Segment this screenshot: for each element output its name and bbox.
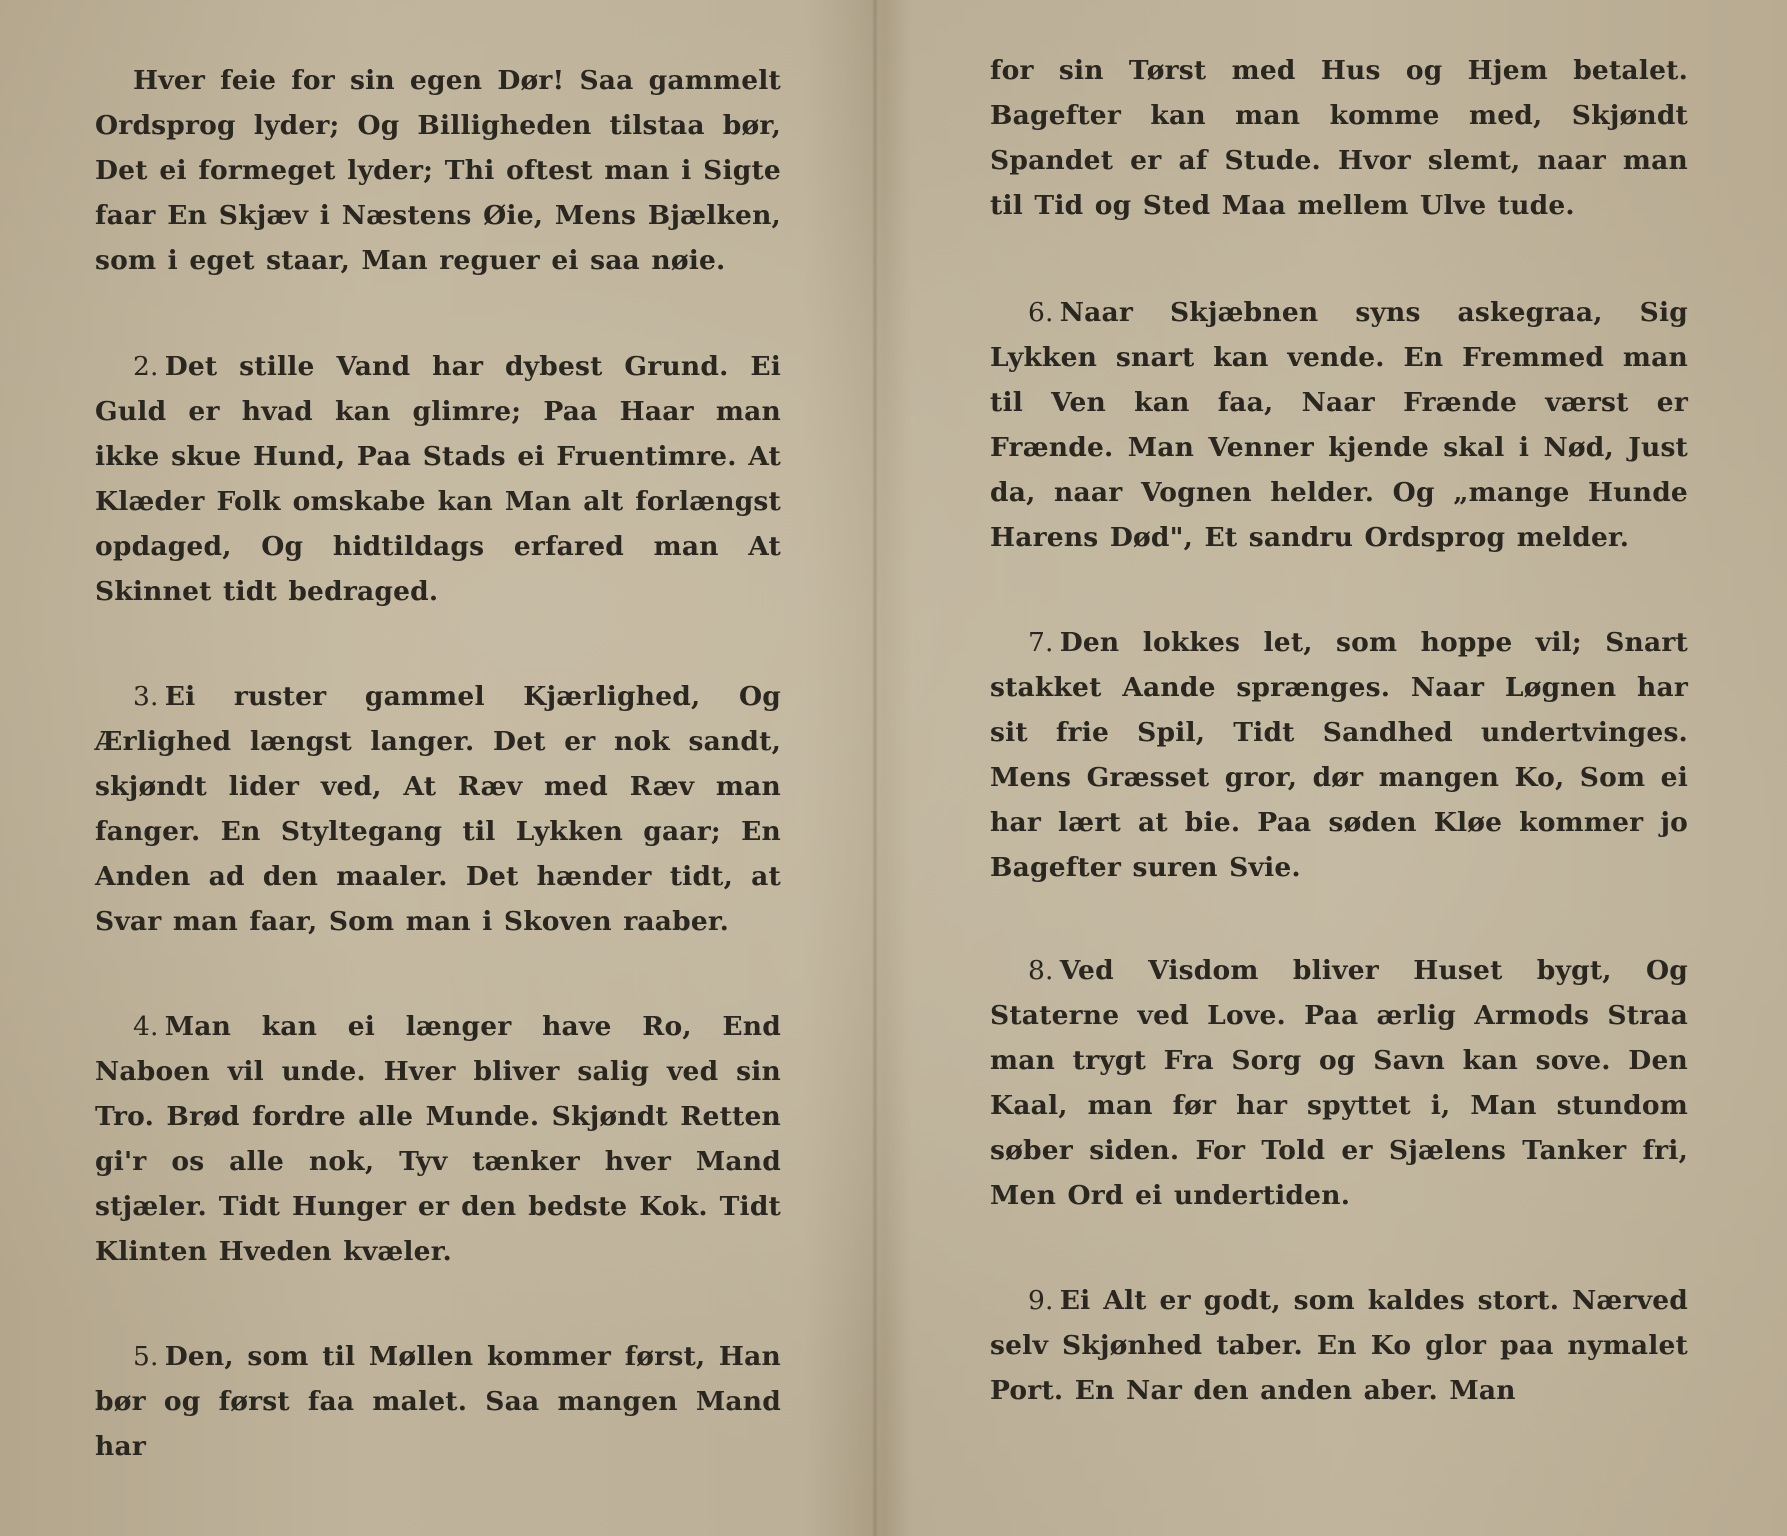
stanza-number: 8. bbox=[1028, 955, 1054, 986]
left-page bbox=[95, 0, 781, 1536]
stanza-number: 3. bbox=[133, 681, 159, 712]
stanza-6 bbox=[990, 290, 1688, 560]
stanza-text: Ei ruster gammel Kjærlighed, Og Ærlighed længst langer. Det er nok sandt, skjøndt lider ved, At Ræv med Ræv man fanger. En Styltegang til Lykken gaar; En Anden ad den maaler. Det hænder tidt, at Svar man faar, Som man i Skoven raaber. bbox=[95, 681, 781, 937]
stanza-9 bbox=[990, 1278, 1688, 1413]
stanza-number: 5. bbox=[133, 1341, 159, 1372]
stanza-2 bbox=[95, 344, 781, 614]
stanza-text: Den, som til Møllen kommer først, Han bør og først faa malet. Saa mangen Mand har bbox=[95, 1341, 781, 1462]
stanza-number: 7. bbox=[1028, 627, 1054, 658]
stanza-number: 6. bbox=[1028, 297, 1054, 328]
stanza-text: Den lokkes let, som hoppe vil; Snart stakket Aande sprænges. Naar Løgnen har sit frie Spil, Tidt Sandhed undertvinges. Mens Græsset gror, dør mangen Ko, Som ei har lært at bie. Paa søden Kløe kommer jo Bagefter suren Svie. bbox=[990, 627, 1688, 883]
stanza-text: Ei Alt er godt, som kaldes stort. Nærved selv Skjønhed taber. En Ko glor paa nymalet Port. En Nar den anden aber. Man bbox=[990, 1285, 1688, 1406]
page-gutter bbox=[872, 0, 878, 1536]
stanza-number: 4. bbox=[133, 1011, 159, 1042]
stanza-8 bbox=[990, 948, 1688, 1218]
stanza-1 bbox=[95, 58, 781, 283]
stanza-4 bbox=[95, 1004, 781, 1274]
stanza-number: 2. bbox=[133, 351, 159, 382]
stanza-text: Det stille Vand har dybest Grund. Ei Guld er hvad kan glimre; Paa Haar man ikke skue Hund, Paa Stads ei Fruentimre. At Klæder Folk omskabe kan Man alt forlængst opdaged, Og hidtildags erfared man At Skinnet tidt bedraged. bbox=[95, 351, 781, 607]
stanza-3 bbox=[95, 674, 781, 944]
stanza-number: 9. bbox=[1028, 1285, 1054, 1316]
stanza-text: Hver feie for sin egen Dør! Saa gammelt Ordsprog lyder; Og Billigheden tilstaa bør, Det ei formeget lyder; Thi oftest man i Sigte faar En Skjæv i Næstens Øie, Mens Bjælken, som i eget staar, Man reguer ei saa nøie. bbox=[95, 65, 781, 276]
stanza-7 bbox=[990, 620, 1688, 890]
stanza-text: Man kan ei længer have Ro, End Naboen vil unde. Hver bliver salig ved sin Tro. Brød fordre alle Munde. Skjøndt Retten gi'r os alle nok, Tyv tænker hver Mand stjæler. Tidt Hunger er den bedste Kok. Tidt Klinten Hveden kvæler. bbox=[95, 1011, 781, 1267]
stanza-text: for sin Tørst med Hus og Hjem betalet. Bagefter kan man komme med, Skjøndt Spandet er af Stude. Hvor slemt, naar man til Tid og Sted Maa mellem Ulve tude. bbox=[990, 55, 1688, 221]
stanza-text: Naar Skjæbnen syns askegraa, Sig Lykken snart kan vende. En Fremmed man til Ven kan faa, Naar Frænde værst er Frænde. Man Venner kjende skal i Nød, Just da, naar Vognen helder. Og „mange Hunde Harens Død", Et sandru Ordsprog melder. bbox=[990, 297, 1688, 553]
stanza-5 bbox=[95, 1334, 781, 1469]
right-page bbox=[990, 0, 1688, 1536]
stanza-5-continued bbox=[990, 48, 1688, 228]
stanza-text: Ved Visdom bliver Huset bygt, Og Staterne ved Love. Paa ærlig Armods Straa man trygt Fra Sorg og Savn kan sove. Den Kaal, man før har spyttet i, Man stundom søber siden. For Told er Sjælens Tanker fri, Men Ord ei undertiden. bbox=[990, 955, 1688, 1211]
